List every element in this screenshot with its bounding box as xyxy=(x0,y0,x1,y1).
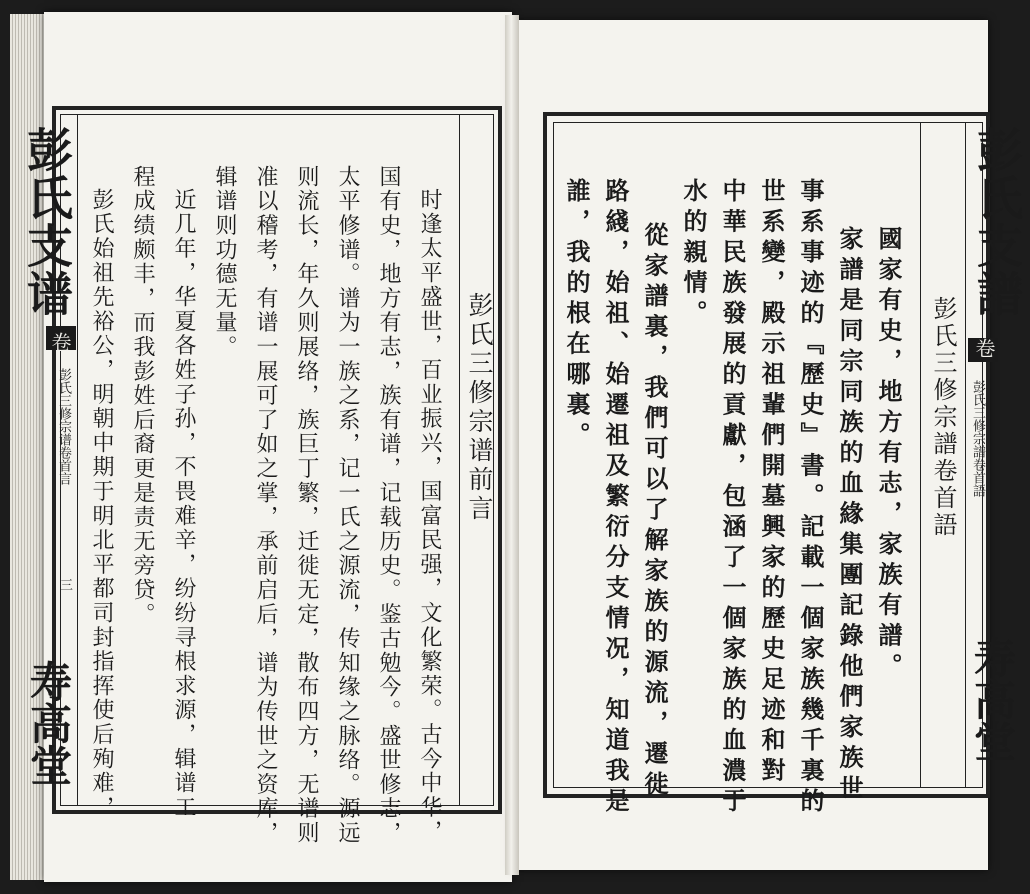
left-text-column: 程成绩颇丰，而我彭姓后裔更是责无旁贷。 xyxy=(130,165,155,627)
left-hall-name: 寿高堂 xyxy=(24,660,73,786)
right-text-column: 國家有史，地方有志，家族有譜。 xyxy=(874,226,903,684)
right-volume-mark: 卷 xyxy=(972,338,996,358)
left-text-column: 准以稽考，有谱一展可了如之掌，承前启后，谱为传世之资库， xyxy=(253,165,278,846)
right-page-heading: 彭氏三修宗譜卷首語 xyxy=(929,296,957,539)
right-book-title: 彭氏支譜 xyxy=(970,126,1024,318)
left-text-column: 则流长，年久则展络，族巨丁繁，迁徙无定，散布四方，无谱则 xyxy=(294,165,319,846)
left-book-title: 彭氏支谱 xyxy=(20,126,74,318)
right-text-column: 從家譜裏，我們可以了解家族的源流，遷徙 xyxy=(640,222,669,802)
left-section-label: 彭氏三修宗谱卷首言 xyxy=(56,368,71,485)
right-heading-rule xyxy=(920,122,921,788)
left-text-column: 国有史，地方有志，族有谱，记载历史。鉴古勉今。盛世修志， xyxy=(376,165,401,846)
left-text-column: 辑谱则功德无量。 xyxy=(212,165,237,360)
book-spine xyxy=(505,15,519,875)
right-text-column: 路綫，始祖、始遷祖及繁衍分支情况，知道我是 xyxy=(601,178,630,819)
left-text-column: 太平修谱。谱为一族之系，记一氏之源流，传知缘之脉络。源远 xyxy=(335,165,360,846)
right-text-column: 世系變，殿示祖輩們開墓興家的歷史足迹和對 xyxy=(757,178,786,788)
left-text-column: 彭氏始祖先裕公，明朝中期于明北平都司封指挥使后殉难， xyxy=(89,188,114,820)
right-text-column: 家譜是同宗同族的血緣集團記錄他們家族世 xyxy=(835,226,864,806)
right-text-column: 誰，我的根在哪裏。 xyxy=(562,178,591,453)
right-text-column: 水的親情。 xyxy=(679,178,708,331)
left-heading-rule xyxy=(459,114,460,806)
right-hall-name: 寿高堂 xyxy=(968,636,1017,762)
left-text-column: 近几年，华夏各姓子孙，不畏难辛，纷纷寻根求源，辑谱工 xyxy=(171,188,196,820)
page-number: 三 xyxy=(57,578,72,591)
right-text-column: 事系事迹的『歷史』書。記載一個家族幾千裏的 xyxy=(796,178,825,819)
left-page-heading: 彭氏三修宗谱前言 xyxy=(465,292,494,524)
right-section-label: 彭氏三修宗譜卷首語 xyxy=(970,380,985,497)
left-volume-mark: 卷 xyxy=(48,332,72,352)
left-text-column: 时逢太平盛世，百业振兴，国富民强，文化繁荣。古今中华， xyxy=(417,188,442,845)
right-text-column: 中華民族發展的貢獻，包涵了一個家族的血濃于 xyxy=(718,178,747,819)
